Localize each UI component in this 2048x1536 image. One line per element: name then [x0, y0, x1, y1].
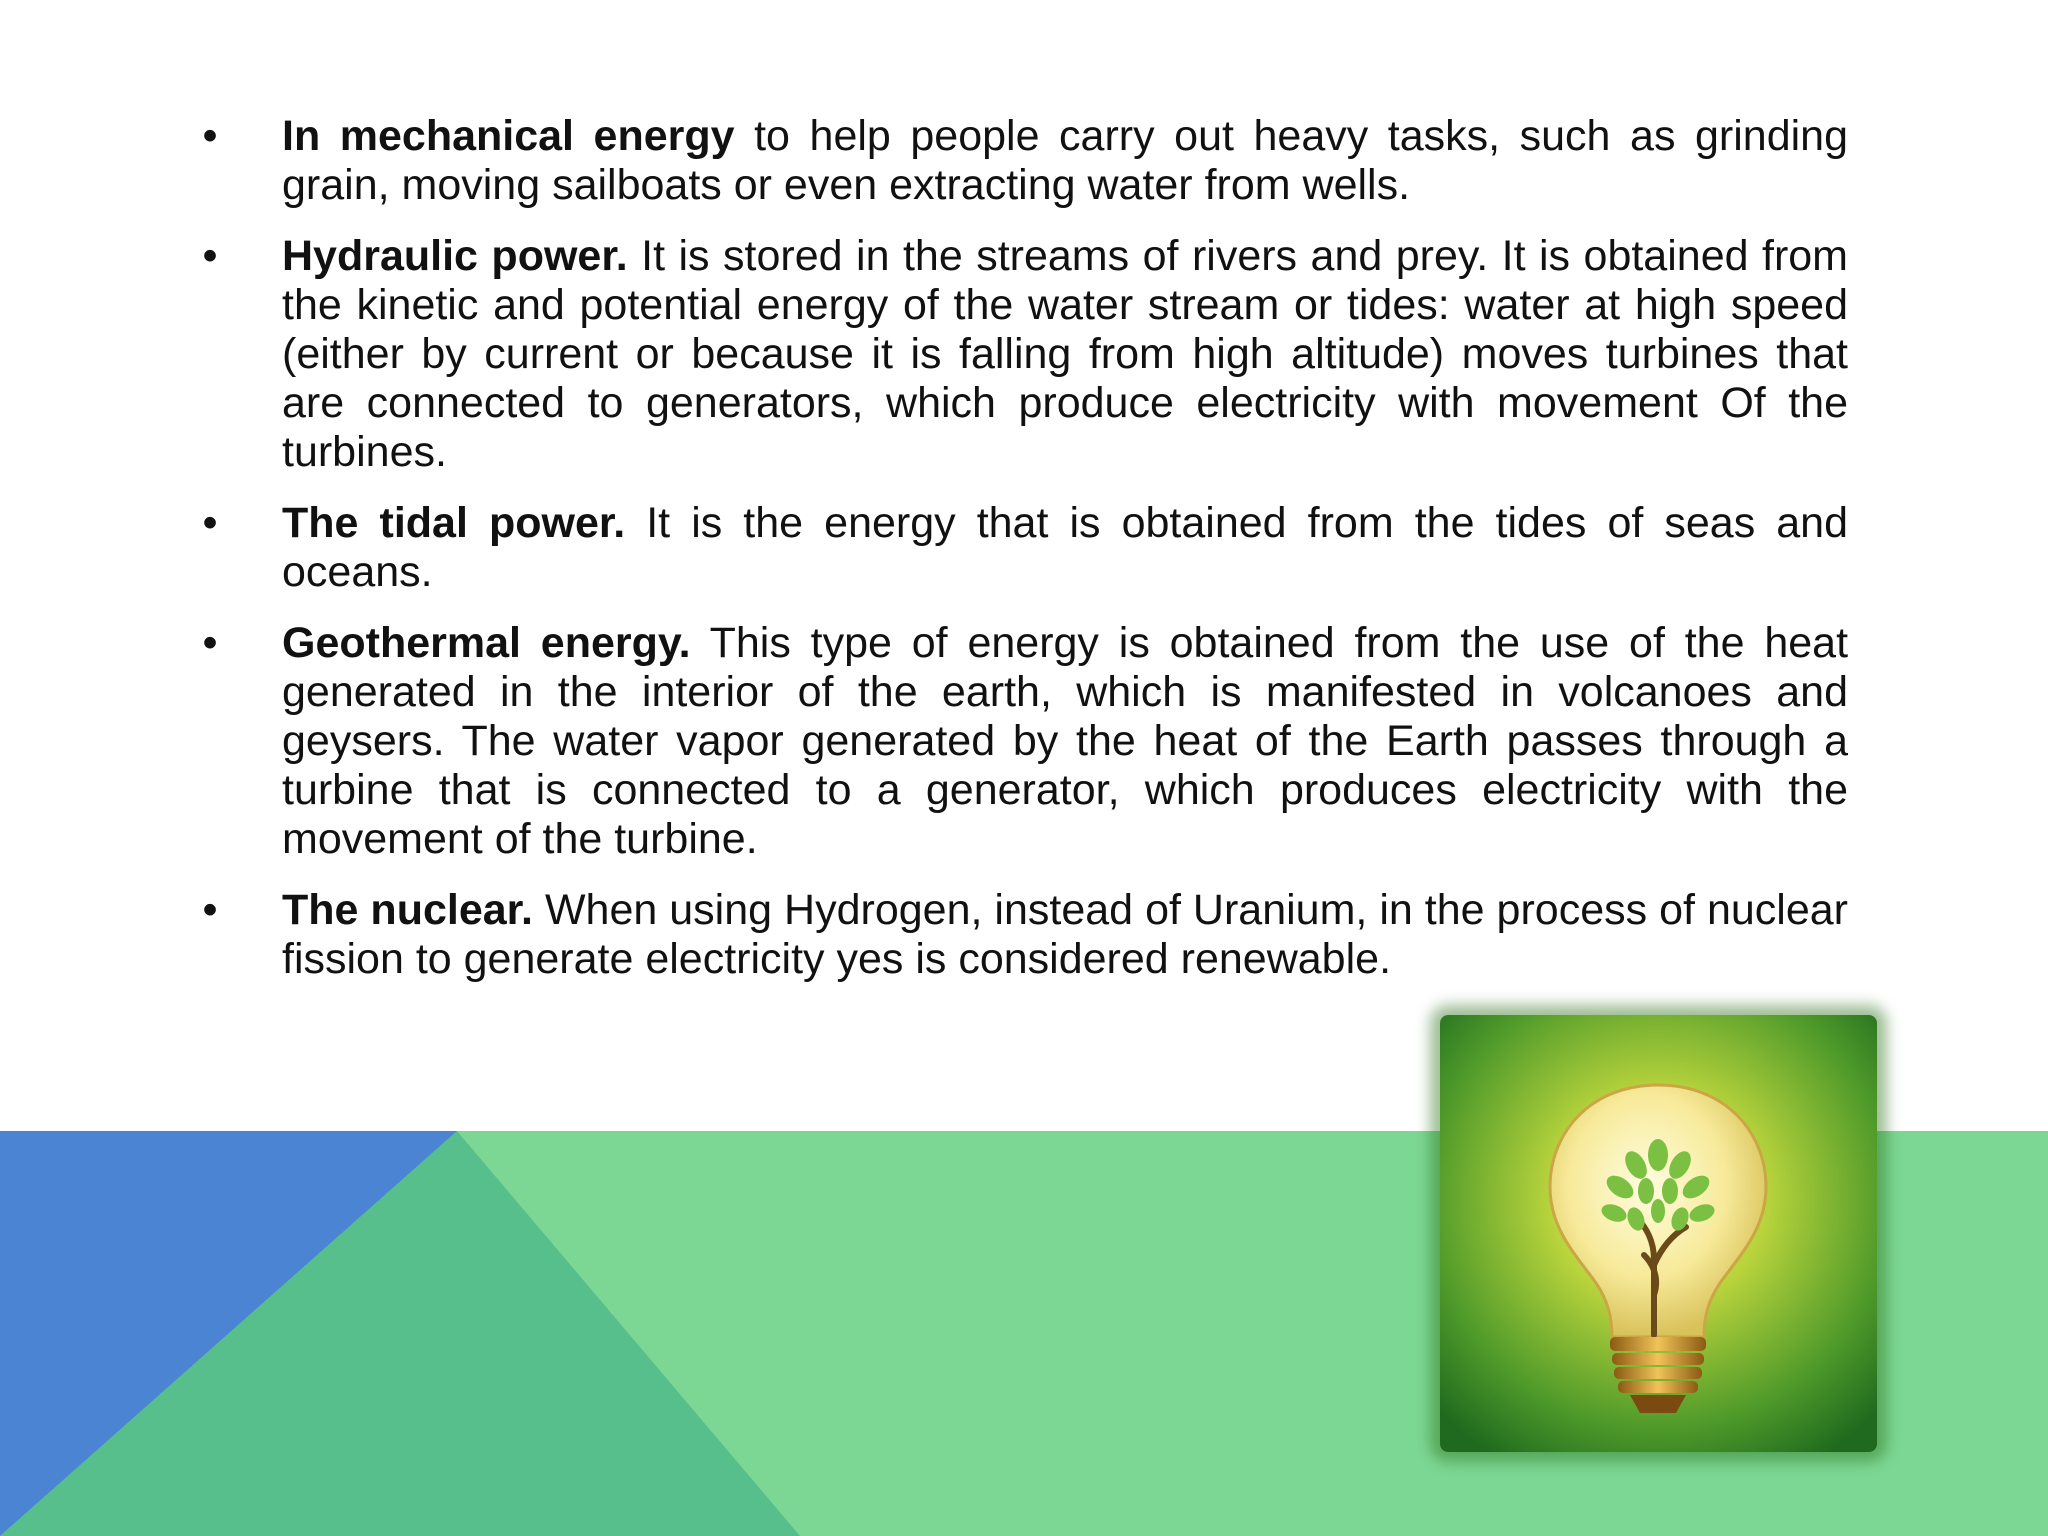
- list-item: [200, 499, 1848, 597]
- item-text: It is stored in the streams of rivers and prey. It is obtained from the kinetic and potential energy of the water stream or tides: water at high speed (either by current or because it is falling from high altitude) moves turbines that are connected to generators, which produce electricity with movement Of the turbines.: [282, 232, 1848, 476]
- item-text: It is the energy that is obtained from the tides of seas and oceans.: [282, 499, 1848, 596]
- bullet-marker: •: [202, 619, 218, 667]
- lightbulb-image: [1440, 1015, 1877, 1452]
- item-heading: In mechanical energy: [282, 112, 735, 160]
- bullet-marker: •: [202, 232, 218, 280]
- bullet-list: [200, 112, 1848, 984]
- bullet-content: [200, 112, 1848, 1006]
- list-item: [200, 886, 1848, 984]
- item-text: to help people carry out heavy tasks, such as grinding grain, moving sailboats or even extracting water from wells.: [282, 112, 1848, 209]
- item-text: This type of energy is obtained from the use of the heat generated in the interior of the earth, which is manifested in volcanoes and geysers. The water vapor generated by the heat of the Earth passes through a turbine that is connected to a generator, which produces electricity with the movement of the turbine.: [282, 619, 1849, 863]
- item-heading: Geothermal energy.: [282, 619, 691, 667]
- item-heading: Hydraulic power.: [282, 232, 628, 280]
- item-heading: The nuclear.: [282, 886, 533, 934]
- item-text: When using Hydrogen, instead of Uranium, in the process of nuclear fission to generate electricity yes is considered renewable.: [282, 886, 1848, 983]
- list-item: [200, 619, 1848, 864]
- bullet-marker: •: [202, 112, 218, 160]
- bullet-marker: •: [202, 886, 218, 934]
- bullet-marker: •: [202, 499, 218, 547]
- list-item: [200, 232, 1848, 477]
- list-item: [200, 112, 1848, 210]
- item-heading: The tidal power.: [282, 499, 626, 547]
- lightbulb-with-tree-icon: [1440, 1015, 1877, 1452]
